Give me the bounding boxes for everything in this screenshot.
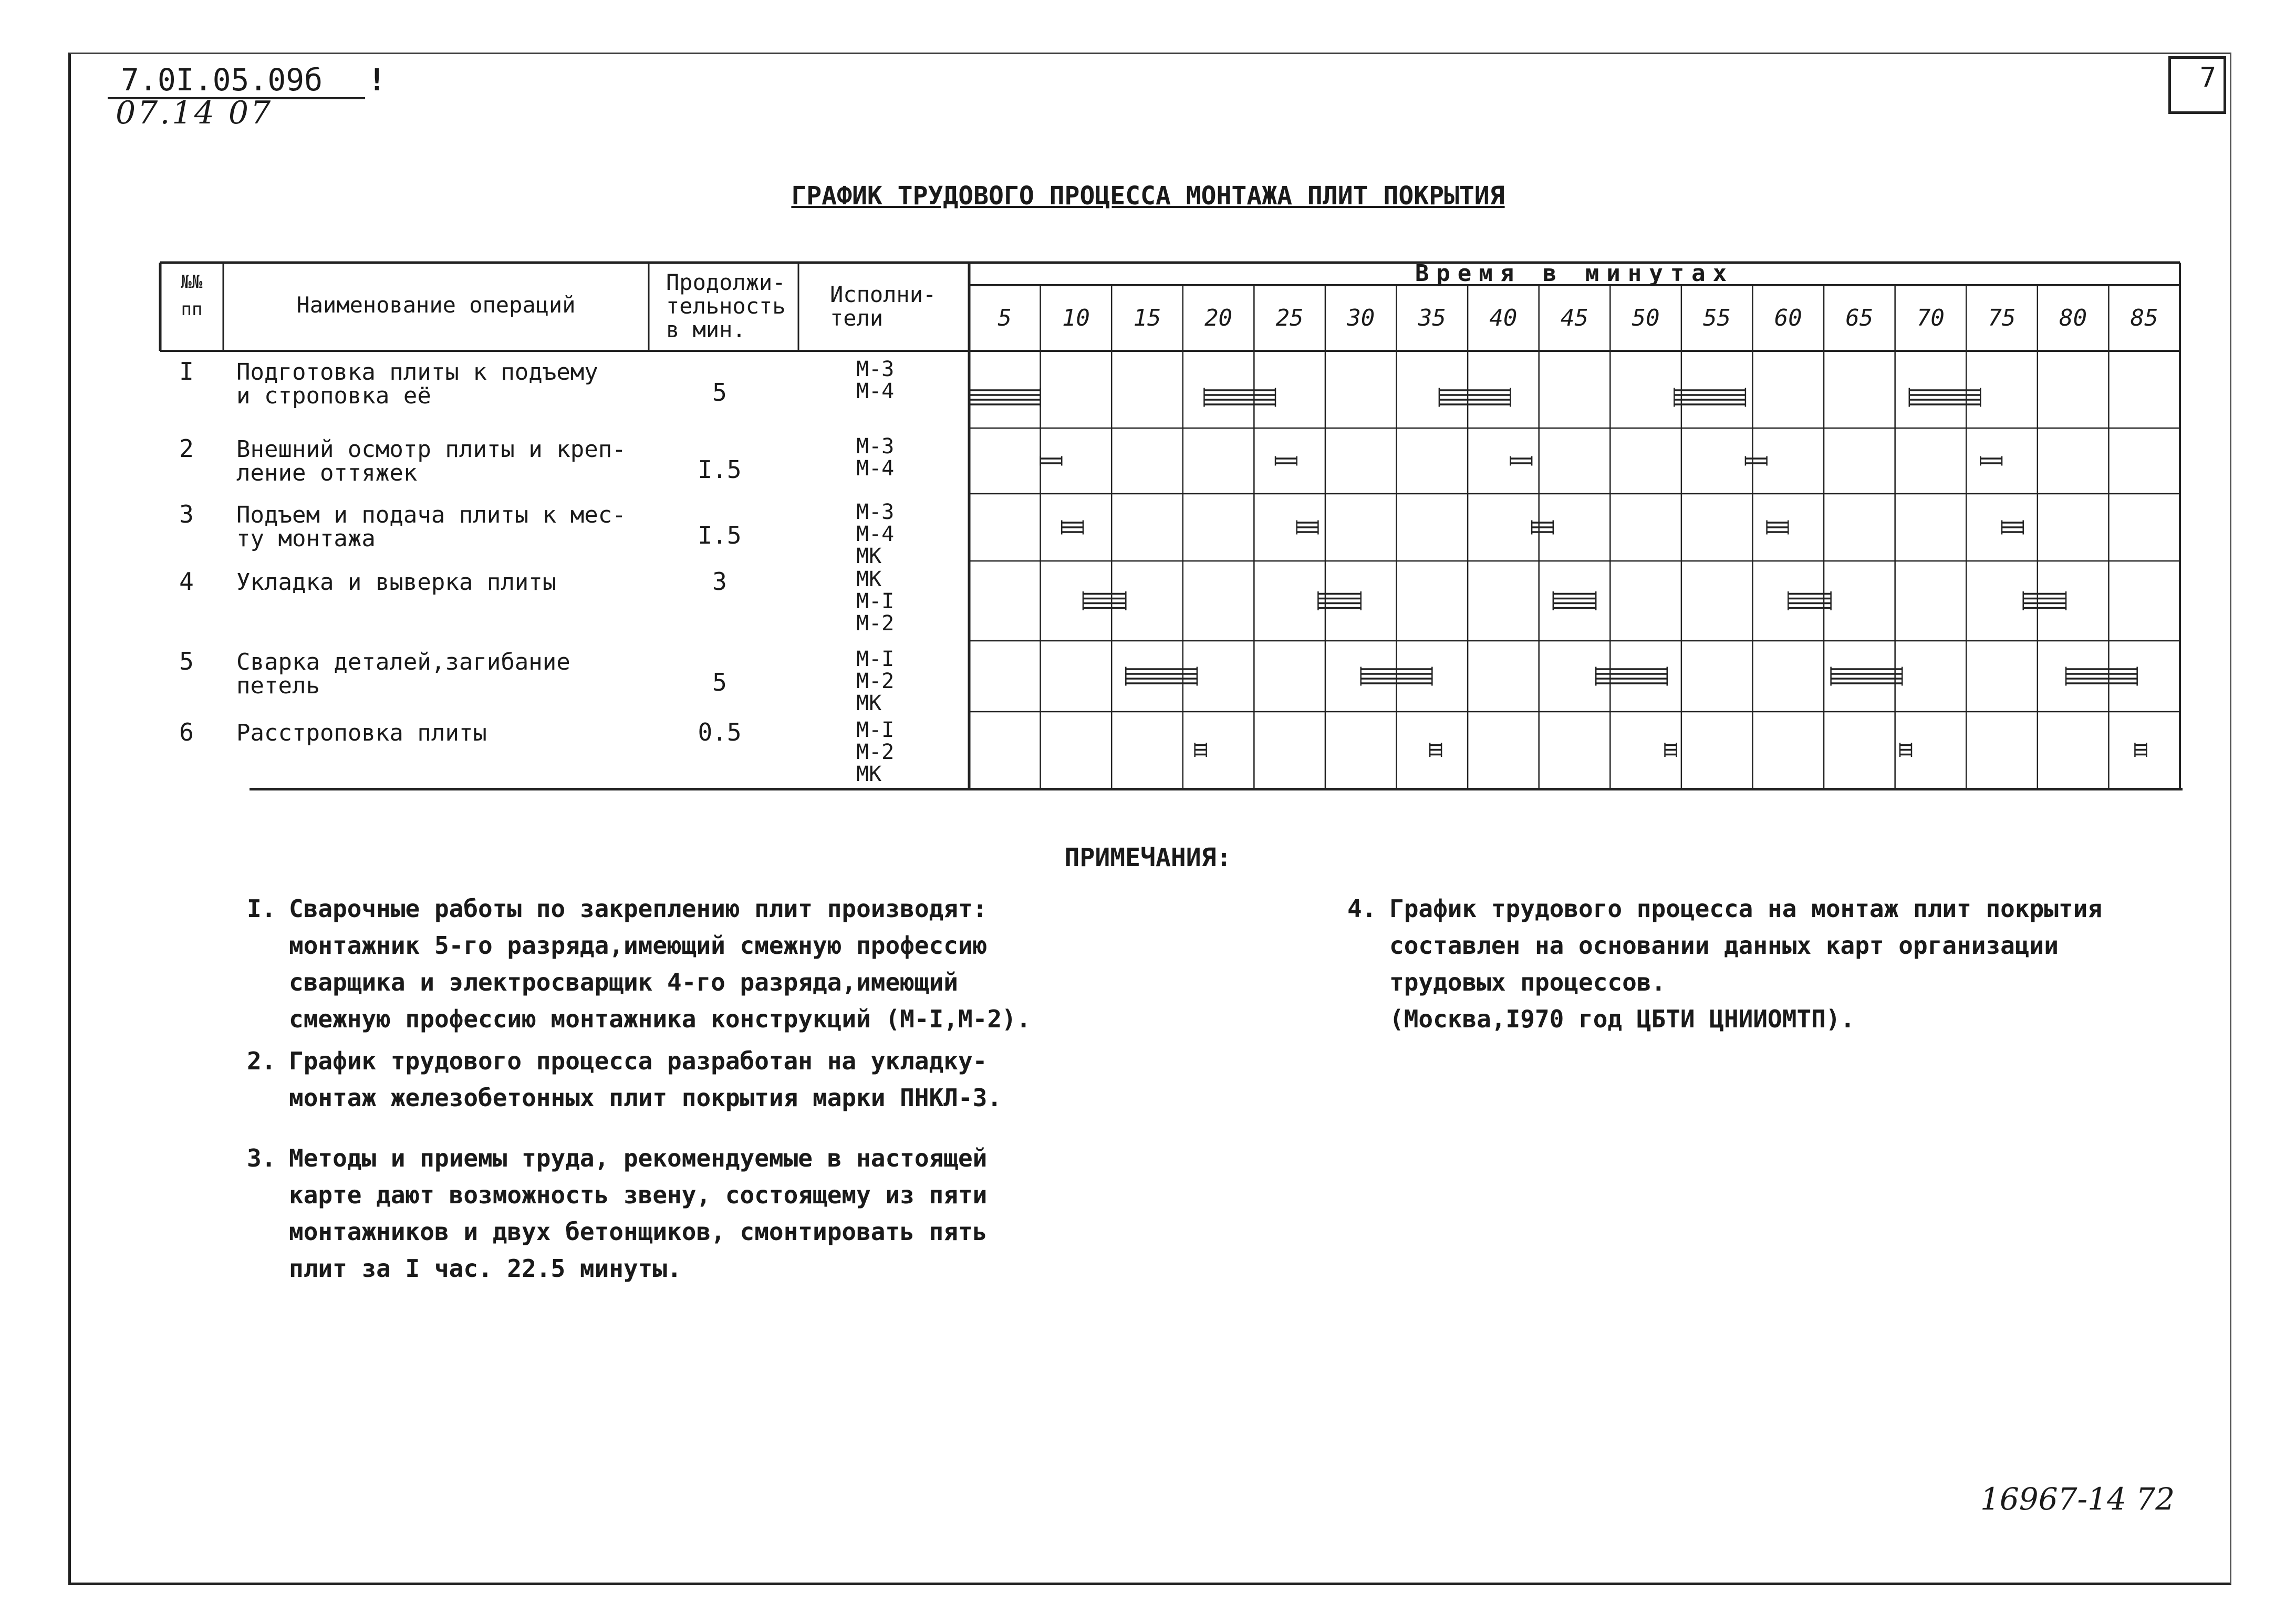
note-line: карте дают возможность звену, состоящему из пяти	[289, 1181, 988, 1209]
operation-name: Сварка деталей,загибание	[236, 649, 570, 675]
note-line: сварщика и электросварщик 4-го разряда,имеющий	[289, 968, 958, 996]
note-line: составлен на основании данных карт организации	[1389, 931, 2059, 960]
operation-name: петель	[236, 672, 320, 699]
minute-tick-label: 20	[1204, 305, 1233, 331]
operation-workers: МК	[856, 567, 882, 591]
operation-workers: М-3	[856, 434, 895, 459]
table-bottom-rule	[250, 788, 2183, 790]
note-line: трудовых процессов.	[1389, 968, 1666, 996]
operation-workers: М-I	[856, 647, 895, 671]
minute-tick-label: 5	[998, 305, 1012, 331]
minute-tick-label: 65	[1845, 305, 1874, 331]
operation-name: ление оттяжек	[236, 460, 418, 486]
row-number: 4	[179, 567, 194, 596]
operation-workers: М-I	[856, 718, 895, 742]
note-line: монтаж железобетонных плит покрытия марки ПНКЛ-3.	[289, 1084, 1002, 1112]
note-text	[1389, 890, 2102, 1037]
operation-name: ту монтажа	[236, 525, 376, 552]
operation-name: Укладка и выверка плиты	[236, 569, 557, 596]
note-line: Сварочные работы по закреплению плит производят:	[289, 894, 988, 923]
header-workers-label: Исполни-	[830, 282, 937, 307]
row-number: 3	[179, 500, 194, 528]
minute-tick-label: 60	[1774, 305, 1802, 331]
minute-tick-label: 15	[1133, 305, 1161, 331]
page-title: ГРАФИК ТРУДОВОГО ПРОЦЕССА МОНТАЖА ПЛИТ ПОКРЫТИЯ	[791, 181, 1505, 211]
operation-workers: М-3	[856, 357, 895, 381]
minute-tick-label: 70	[1916, 305, 1945, 331]
footer-handwritten-number: 16967-14 72	[1980, 1481, 2175, 1517]
note-line: монтажников и двух бетонщиков, смонтировать пять	[289, 1217, 988, 1246]
note-number: I.	[247, 894, 276, 923]
operation-name: Расстроповка плиты	[236, 720, 487, 746]
note-text	[289, 890, 1031, 1037]
header-time-label: Время в минутах	[1415, 260, 1734, 287]
note-text	[289, 1140, 987, 1287]
row-number: 5	[179, 647, 194, 675]
minute-tick-label: 25	[1275, 305, 1304, 331]
header-num-label: пп	[181, 299, 203, 320]
header-name-label: Наименование операций	[296, 292, 576, 318]
minute-tick-label: 10	[1062, 305, 1090, 331]
operation-workers: М-4	[856, 379, 895, 403]
note-line: График трудового процесса на монтаж плит покрытия	[1389, 894, 2103, 923]
minute-tick-label: 30	[1347, 305, 1375, 331]
operation-duration: 3	[712, 567, 727, 596]
header-duration-label: тельность	[666, 293, 786, 319]
minute-tick-label: 40	[1489, 305, 1518, 331]
page-number: 7	[2199, 62, 2216, 93]
operation-workers: М-2	[856, 740, 895, 764]
operation-workers: М-I	[856, 589, 895, 613]
document-number: 7.0I.05.09б	[121, 62, 323, 98]
note-number: 4.	[1347, 894, 1377, 923]
row-number: 2	[179, 434, 194, 463]
operation-workers: М-4	[856, 522, 895, 546]
minute-tick-label: 85	[2130, 305, 2158, 331]
minute-tick-label: 55	[1703, 305, 1731, 331]
note-number: 2.	[247, 1047, 276, 1075]
note-line: плит за I час. 22.5 минуты.	[289, 1254, 682, 1283]
note-line: смежную профессию монтажника конструкций (М-I,М-2).	[289, 1005, 1031, 1033]
header-workers-label: тели	[830, 305, 884, 331]
operation-workers: МК	[856, 762, 882, 786]
minute-tick-label: 75	[1988, 305, 2016, 331]
row-number: 6	[179, 718, 194, 746]
operation-name: Подготовка плиты к подъему	[236, 359, 598, 386]
header-duration-label: Продолжи-	[666, 269, 786, 295]
operation-workers: М-3	[856, 500, 895, 524]
note-line: (Москва,I970 год ЦБТИ ЦНИИОМТП).	[1389, 1005, 1855, 1033]
note-line: монтажник 5-го разряда,имеющий смежную профессию	[289, 931, 988, 960]
minute-tick-label: 50	[1632, 305, 1660, 331]
operation-duration: 5	[712, 668, 727, 696]
note-line: График трудового процесса разработан на укладку-	[289, 1047, 988, 1075]
document-mark: !	[368, 62, 386, 98]
operation-duration: 5	[712, 378, 727, 407]
operation-duration: I.5	[698, 455, 742, 484]
operation-workers: МК	[856, 691, 882, 715]
minute-tick-label: 45	[1561, 305, 1588, 331]
handwritten-code: 07.14 07	[116, 95, 273, 131]
minute-tick-label: 35	[1418, 305, 1446, 331]
minute-tick-label: 80	[2059, 305, 2087, 331]
operation-workers: МК	[856, 544, 882, 568]
note-text	[289, 1043, 1002, 1116]
operation-name: Внешний осмотр плиты и креп-	[236, 436, 626, 463]
operation-duration: 0.5	[698, 718, 742, 746]
operation-workers: М-2	[856, 611, 895, 636]
header-duration-label: в мин.	[666, 317, 746, 342]
notes-title: ПРИМЕЧАНИЯ:	[1064, 843, 1232, 872]
operation-duration: I.5	[698, 521, 742, 549]
row-number: I	[179, 357, 194, 386]
note-line: Методы и приемы труда, рекомендуемые в настоящей	[289, 1144, 988, 1172]
note-number: 3.	[247, 1144, 276, 1172]
operation-workers: М-2	[856, 669, 895, 693]
header-num-label: №№	[181, 272, 203, 293]
operation-name: Подъем и подача плиты к мес-	[236, 502, 626, 528]
operation-workers: М-4	[856, 456, 895, 481]
operation-name: и строповка её	[236, 382, 431, 409]
